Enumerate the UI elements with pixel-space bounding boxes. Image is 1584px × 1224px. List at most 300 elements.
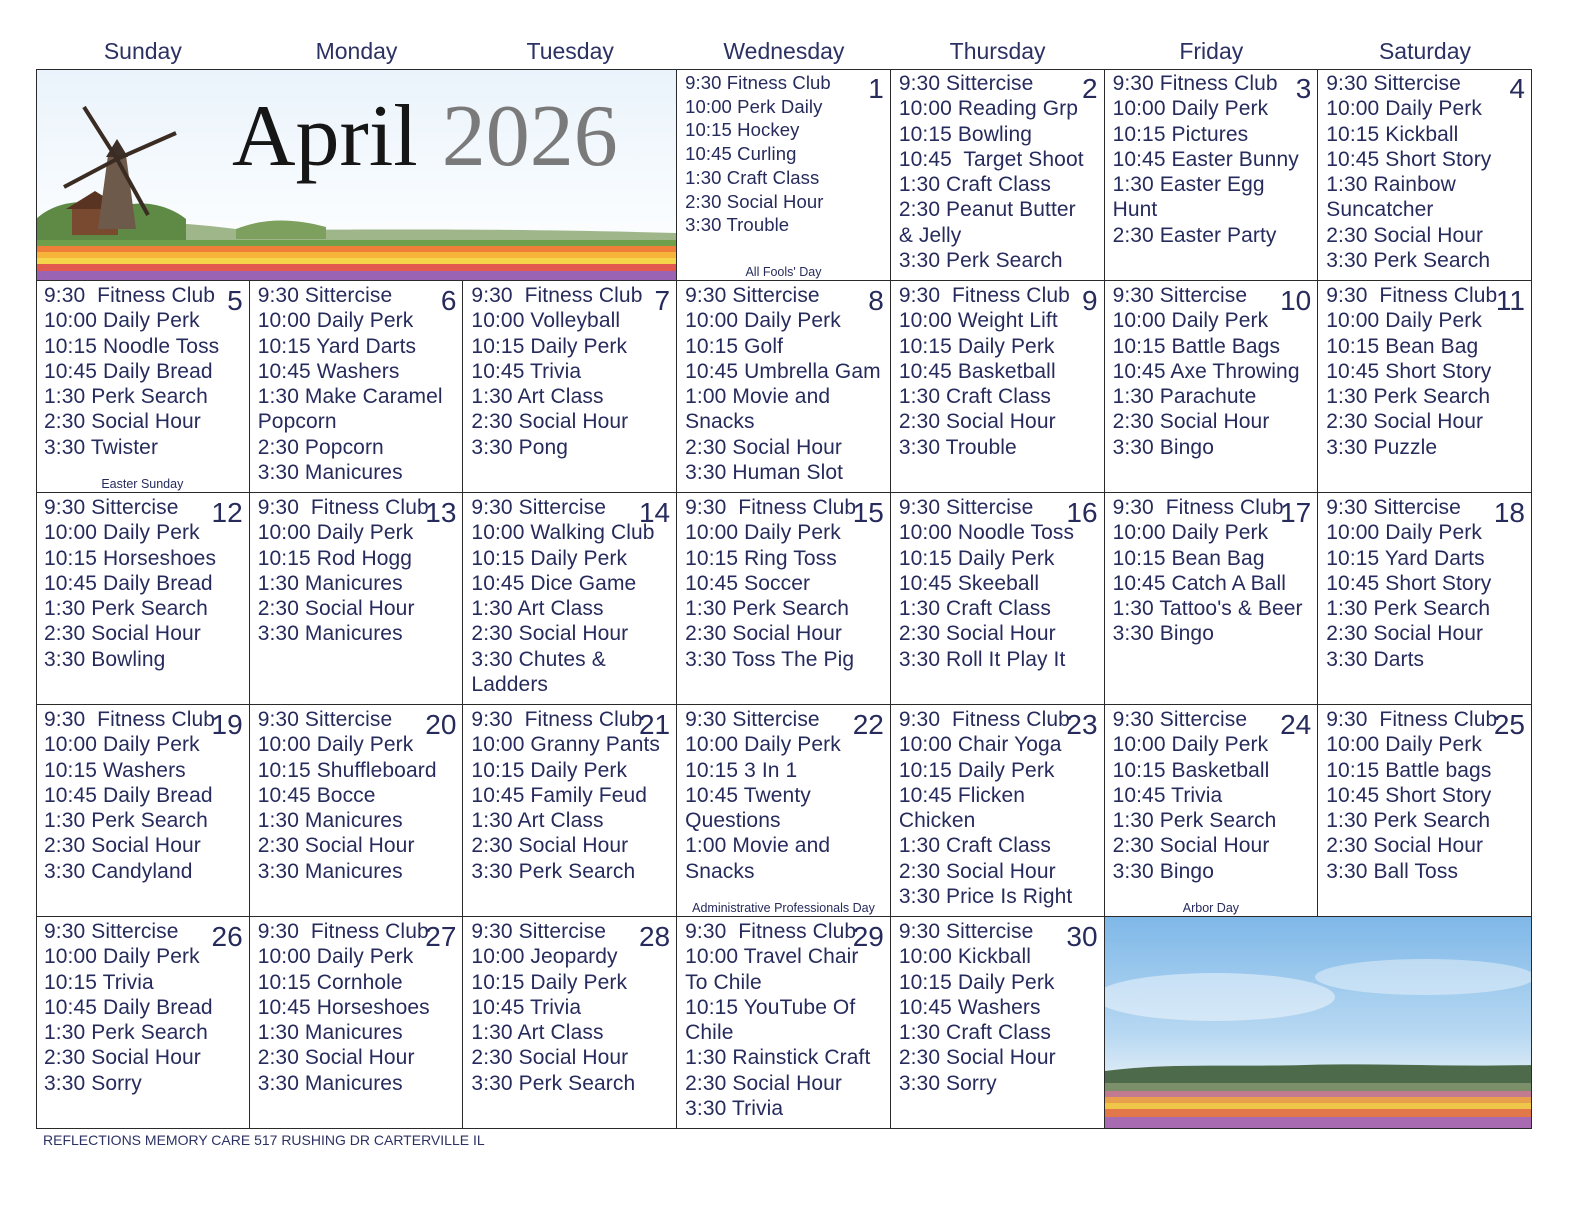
activity-list [899, 283, 1104, 460]
activity-item: 10:00 Weight Lift [898, 309, 1058, 333]
day-number: 27 [425, 921, 457, 952]
activity-list [44, 283, 249, 460]
day-number: 7 [654, 285, 671, 316]
activity-item: 10:15 Washers [44, 758, 186, 782]
activity-item: 10:00 Daily Perk [44, 945, 200, 969]
activity-item: 9:30 Sittercise [257, 284, 393, 307]
activity-item: 9:30 Sittercise [44, 496, 179, 519]
activity-item: Suncatcher [1326, 198, 1434, 222]
day-number: 17 [1280, 497, 1312, 528]
activity-item: 10:45 Short Story [1326, 571, 1492, 595]
activity-item: 9:30 Sittercise [471, 496, 606, 519]
activity-item: 2:30 Social Hour [1326, 622, 1484, 646]
activity-item: 2:30 Social Hour [257, 597, 415, 621]
activity-item: 10:15 Horseshoes [44, 546, 217, 570]
activity-item: 10:15 3 In 1 [685, 758, 798, 782]
activity-item: 9:30 Sittercise [685, 284, 820, 307]
activity-item: Snacks [685, 410, 755, 434]
activity-item: 10:15 YouTube Of [685, 995, 856, 1019]
activity-item: 9:30 Fitness Club [1326, 708, 1498, 731]
activity-item: 2:30 Social Hour [471, 834, 629, 858]
day-cell-3 [1105, 69, 1319, 281]
activity-item: 3:30 Twister [44, 435, 159, 459]
day-cell-25 [1318, 705, 1532, 917]
activity-item: 10:00 Daily Perk [257, 521, 414, 545]
activity-item: 10:45 Dice Game [471, 571, 637, 595]
activity-item: 1:30 Perk Search [44, 1021, 208, 1045]
day-cell-29 [677, 917, 891, 1129]
activity-item: 2:30 Social Hour [1112, 410, 1270, 434]
day-cell-17 [1105, 493, 1319, 705]
activity-item: 1:30 Parachute [1112, 385, 1257, 409]
activity-item: 3:30 Trouble [898, 435, 1017, 459]
activity-list [1326, 71, 1531, 273]
day-number: 6 [440, 285, 457, 316]
day-number: 11 [1495, 285, 1525, 316]
activity-item: 10:15 Hockey [685, 119, 800, 141]
activity-item: 1:00 Movie and [685, 385, 831, 409]
activity-item: 10:45 Washers [898, 995, 1041, 1019]
activity-item: 10:45 Short Story [1326, 147, 1492, 171]
activity-item: To Chile [685, 970, 762, 994]
activity-item: 10:00 Daily Perk [1112, 521, 1269, 545]
activity-item: 9:30 Sittercise [257, 708, 393, 731]
activity-item: 10:00 Daily Perk [44, 733, 200, 757]
activity-item: 9:30 Fitness Club [685, 920, 857, 943]
activity-item: 9:30 Fitness Club [257, 920, 429, 943]
day-number: 4 [1509, 73, 1525, 104]
activity-item: 10:45 Daily Bread [44, 995, 213, 1019]
activity-item: 10:00 Noodle Toss [898, 521, 1075, 545]
day-cell-2 [891, 69, 1105, 281]
activity-item: 1:30 Easter Egg [1112, 173, 1265, 197]
activity-item: 10:00 Daily Perk [1112, 97, 1269, 121]
activity-item: 2:30 Peanut Butter [898, 198, 1076, 222]
activity-item: 10:15 Kickball [1326, 122, 1459, 146]
day-number: 10 [1280, 285, 1312, 316]
activity-item: 2:30 Social Hour [471, 622, 629, 646]
day-cell-16 [891, 493, 1105, 705]
activity-item: 9:30 Sittercise [471, 920, 606, 943]
activity-item: 3:30 Perk Search [471, 1071, 636, 1095]
activity-item: 3:30 Roll It Play It [898, 647, 1066, 671]
holiday-label: Administrative Professionals Day [692, 901, 875, 915]
activity-item: 3:30 Human Slot [685, 461, 844, 485]
activity-item: 3:30 Price Is Right [898, 885, 1073, 909]
activity-item: 10:00 Daily Perk [1112, 733, 1269, 757]
activity-item: 10:45 Target Shoot [898, 147, 1084, 171]
activity-item: 10:00 Daily Perk [1326, 733, 1482, 757]
weekday-sunday: Sunday [103, 38, 182, 64]
activity-item: 1:30 Craft Class [898, 834, 1052, 858]
day-number: 9 [1081, 285, 1098, 316]
activity-item: 10:45 Twenty [685, 783, 811, 807]
weekday-saturday: Saturday [1378, 38, 1471, 64]
activity-item: 10:00 Volleyball [471, 309, 621, 333]
activity-item: 10:00 Daily Perk [44, 521, 200, 545]
activity-item: 10:00 Reading Grp [898, 97, 1078, 121]
activity-item: 1:30 Perk Search [1326, 597, 1491, 621]
activity-item: 1:30 Perk Search [1326, 385, 1491, 409]
activity-item: 1:30 Craft Class [898, 173, 1052, 197]
activity-item: Hunt [1112, 198, 1158, 222]
activity-item: 3:30 Manicures [257, 622, 403, 646]
day-number: 22 [852, 709, 884, 740]
activity-item: 3:30 Pong [471, 435, 569, 459]
day-cell-9 [891, 281, 1105, 493]
activity-item: 2:30 Social Hour [471, 1046, 629, 1070]
day-number: 3 [1295, 73, 1312, 104]
activity-item: 3:30 Bowling [44, 647, 166, 671]
activity-item: 10:45 Curling [685, 143, 797, 165]
activity-item: 9:30 Fitness Club [685, 72, 831, 93]
activity-item: 3:30 Manicures [257, 859, 403, 883]
activity-item: 3:30 Bingo [1112, 435, 1214, 459]
weekday-friday: Friday [1179, 38, 1244, 64]
activity-item: 2:30 Social Hour [685, 190, 824, 212]
activity-item: 9:30 Sittercise [898, 496, 1034, 519]
day-cell-6 [250, 281, 464, 493]
activity-item: 3:30 Manicures [257, 1071, 403, 1095]
activity-item: 2:30 Social Hour [685, 622, 842, 646]
activity-item: 10:00 Chair Yoga [898, 733, 1062, 757]
activity-item: 1:30 Manicures [257, 809, 403, 833]
day-number: 29 [852, 921, 884, 952]
day-number: 14 [638, 497, 671, 528]
activity-item: 10:15 Trivia [44, 970, 154, 994]
activity-item: 2:30 Social Hour [257, 834, 415, 858]
activity-list [471, 283, 676, 460]
activity-item: 3:30 Puzzle [1326, 435, 1438, 459]
activity-item: 10:00 Jeopardy [471, 945, 618, 969]
activity-item: 10:45 Easter Bunny [1112, 147, 1299, 171]
activity-item: 1:30 Rainbow [1326, 173, 1456, 197]
weekday-tuesday: Tuesday [526, 38, 614, 64]
activity-item: 1:30 Perk Search [44, 385, 208, 409]
activity-item: 2:30 Social Hour [685, 435, 842, 459]
activity-item: 9:30 Sittercise [1112, 284, 1248, 307]
activity-item: 10:45 Daily Bread [44, 571, 213, 595]
activity-item: 10:45 Short Story [1326, 783, 1492, 807]
activity-item: & Jelly [898, 223, 962, 247]
activity-item: 3:30 Bingo [1112, 622, 1214, 646]
activity-item: 10:00 Daily Perk [257, 309, 414, 333]
activity-item: 10:00 Perk Daily [685, 95, 823, 117]
activity-item: 2:30 Social Hour [257, 1046, 415, 1070]
activity-item: 1:30 Craft Class [898, 1021, 1052, 1045]
activity-item: 9:30 Sittercise [1326, 496, 1461, 519]
activity-item: 10:45 Family Feud [471, 783, 648, 807]
activity-item: 2:30 Social Hour [44, 1046, 201, 1070]
holiday-label: Easter Sunday [101, 477, 184, 491]
activity-item: 9:30 Sittercise [1112, 708, 1248, 731]
activity-item: 10:15 Golf [685, 334, 784, 358]
activity-item: 10:15 Daily Perk [471, 970, 628, 994]
activity-item: 9:30 Fitness Club [471, 284, 643, 307]
activity-item: 3:30 Darts [1326, 647, 1425, 671]
day-cell-24 [1105, 705, 1319, 917]
activity-item: 10:15 Daily Perk [898, 758, 1055, 782]
day-cell-5 [36, 281, 250, 493]
activity-item: 10:15 Daily Perk [898, 970, 1055, 994]
day-cell-20 [250, 705, 464, 917]
activity-item: 10:45 Short Story [1326, 359, 1492, 383]
activity-list [899, 71, 1104, 273]
day-cell-7 [463, 281, 677, 493]
month-banner [36, 69, 677, 281]
activity-item: 10:15 Bean Bag [1326, 334, 1479, 358]
activity-item: 2:30 Social Hour [898, 859, 1056, 883]
activity-item: 10:45 Trivia [1112, 783, 1223, 807]
activity-item: 10:45 Basketball [898, 359, 1056, 383]
activity-item: 10:45 Flicken [898, 783, 1026, 807]
activity-item: 3:30 Chutes & [471, 647, 606, 671]
activity-item: 10:00 Daily Perk [44, 309, 200, 333]
activity-item: Questions [685, 809, 781, 833]
activity-item: 9:30 Fitness Club [1326, 284, 1498, 307]
activity-item: 10:15 Daily Perk [898, 334, 1055, 358]
activity-item: 2:30 Easter Party [1112, 223, 1277, 247]
day-cell-13 [250, 493, 464, 705]
activity-item: 10:00 Travel Chair [685, 945, 859, 969]
activity-item: 1:30 Art Class [471, 385, 604, 409]
activity-item: 3:30 Bingo [1112, 859, 1214, 883]
day-cell-8 [677, 281, 891, 493]
activity-item: 10:00 Daily Perk [1326, 521, 1482, 545]
activity-item: 9:30 Fitness Club [471, 708, 643, 731]
activity-item: 10:45 Umbrella Gam [685, 359, 881, 383]
calendar-grid [36, 69, 1532, 1129]
activity-item: 10:15 Bowling [898, 122, 1033, 146]
day-cell-21 [463, 705, 677, 917]
activity-item: 9:30 Sittercise [898, 920, 1034, 943]
day-cell-18 [1318, 493, 1532, 705]
day-number: 28 [638, 921, 671, 952]
activity-item: 1:30 Perk Search [1326, 809, 1491, 833]
activity-item: 3:30 Trivia [685, 1097, 784, 1121]
activity-item: 9:30 Sittercise [685, 708, 820, 731]
activity-item: 9:30 Fitness Club [898, 284, 1070, 307]
activity-item: 1:30 Craft Class [898, 385, 1052, 409]
activity-item: 2:30 Social Hour [1112, 834, 1270, 858]
year-label: 2026 [441, 88, 618, 185]
activity-item: 3:30 Trouble [685, 214, 790, 236]
activity-item: 10:15 Yard Darts [1326, 546, 1485, 570]
activity-item: 1:30 Art Class [471, 597, 604, 621]
activity-item: 2:30 Social Hour [44, 622, 201, 646]
activity-item: 10:00 Daily Perk [1112, 309, 1269, 333]
activity-item: Popcorn [257, 410, 337, 434]
activity-item: 3:30 Toss The Pig [685, 647, 855, 671]
activity-item: 2:30 Popcorn [257, 435, 384, 459]
day-number: 21 [638, 709, 671, 740]
day-cell-15 [677, 493, 891, 705]
activity-item: 2:30 Social Hour [44, 410, 201, 434]
activity-item: 2:30 Social Hour [898, 1046, 1056, 1070]
activity-item: 3:30 Ball Toss [1326, 859, 1459, 883]
activity-item: 3:30 Perk Search [898, 249, 1063, 273]
activity-item: 10:00 Daily Perk [685, 733, 841, 757]
activity-item: 1:30 Craft Class [898, 597, 1052, 621]
activity-item: 1:30 Perk Search [44, 809, 208, 833]
activity-item: 9:30 Fitness Club [44, 284, 216, 307]
day-cell-4 [1318, 69, 1532, 281]
holiday-label: Arbor Day [1182, 901, 1240, 915]
day-cell-12 [36, 493, 250, 705]
activity-list [258, 283, 463, 485]
activity-item: 10:15 Cornhole [257, 970, 403, 994]
activity-item: 10:15 Daily Perk [471, 758, 628, 782]
activity-item: 1:30 Make Caramel [257, 385, 443, 409]
activity-item: 10:00 Daily Perk [257, 945, 414, 969]
activity-item: 2:30 Social Hour [44, 834, 201, 858]
activity-item: 10:45 Washers [257, 359, 400, 383]
day-cell-14 [463, 493, 677, 705]
activity-item: 10:45 Horseshoes [257, 995, 430, 1019]
day-cell-30 [891, 917, 1105, 1129]
activity-item: 10:45 Axe Throwing [1112, 359, 1300, 383]
activity-item: 10:15 Bean Bag [1112, 546, 1265, 570]
activity-item: 1:30 Art Class [471, 1021, 604, 1045]
activity-item: 10:45 Trivia [471, 995, 582, 1019]
activity-item: 10:15 Battle Bags [1112, 334, 1281, 358]
activity-item: 9:30 Fitness Club [685, 496, 857, 519]
activity-item: 9:30 Fitness Club [1112, 496, 1284, 519]
activity-item: 3:30 Sorry [44, 1071, 142, 1095]
holiday-label: All Fools' Day [745, 265, 822, 279]
activity-item: 9:30 Fitness Club [1112, 72, 1278, 95]
activity-item: 2:30 Social Hour [685, 1071, 842, 1095]
activity-item: 10:00 Granny Pants [471, 733, 661, 757]
weekday-header-row [36, 34, 1532, 68]
day-number: 12 [211, 497, 243, 528]
facility-address: REFLECTIONS MEMORY CARE 517 RUSHING DR CARTERVILLE IL [43, 1132, 485, 1148]
activity-item: 10:15 Pictures [1112, 122, 1249, 146]
activity-item: 9:30 Fitness Club [44, 708, 216, 731]
day-cell-1 [677, 69, 891, 281]
activity-item: 1:30 Perk Search [1112, 809, 1277, 833]
activity-item: 2:30 Social Hour [898, 410, 1056, 434]
activity-item: 10:00 Kickball [898, 945, 1031, 969]
activity-item: 9:30 Sittercise [44, 920, 179, 943]
activity-item: 1:00 Movie and [685, 834, 831, 858]
activity-item: 10:15 Noodle Toss [44, 334, 220, 358]
activity-item: 3:30 Perk Search [471, 859, 636, 883]
activity-item: 10:45 Daily Bread [44, 783, 213, 807]
activity-item: 10:00 Daily Perk [685, 309, 841, 333]
tulip-field-corner-image [1105, 917, 1532, 1129]
day-number: 20 [425, 709, 457, 740]
activity-item: 9:30 Fitness Club [257, 496, 429, 519]
activity-item: 1:30 Manicures [257, 571, 403, 595]
day-cell-28 [463, 917, 677, 1129]
activity-item: 3:30 Manicures [257, 461, 403, 485]
activity-item: 2:30 Social Hour [471, 410, 629, 434]
activity-item: 2:30 Social Hour [1326, 223, 1484, 247]
day-number: 15 [852, 497, 884, 528]
activity-item: 10:00 Daily Perk [1326, 309, 1482, 333]
day-number: 24 [1280, 709, 1312, 740]
day-cell-11 [1318, 281, 1532, 493]
activity-item: 9:30 Fitness Club [898, 708, 1070, 731]
activity-item: 10:00 Daily Perk [1326, 97, 1482, 121]
activity-item: Chicken [898, 809, 976, 833]
activity-item: 10:15 Battle bags [1326, 758, 1492, 782]
day-cell-10 [1105, 281, 1319, 493]
day-number: 8 [868, 285, 884, 316]
activity-item: 1:30 Art Class [471, 809, 604, 833]
activity-item: 10:00 Walking Club [471, 521, 655, 545]
activity-item: 1:30 Perk Search [44, 597, 208, 621]
activity-item: 1:30 Tattoo's & Beer [1112, 597, 1303, 621]
day-number: 30 [1066, 921, 1098, 952]
activity-list [1113, 71, 1318, 248]
activity-item: Chile [685, 1021, 734, 1045]
month-name: April [232, 88, 418, 185]
activity-item: 2:30 Social Hour [898, 622, 1056, 646]
activity-item: 10:45 Daily Bread [44, 359, 213, 383]
activity-item: Snacks [685, 859, 755, 883]
day-number: 18 [1493, 497, 1525, 528]
activity-item: 10:45 Trivia [471, 359, 582, 383]
activity-item: 3:30 Candyland [44, 859, 193, 883]
day-number: 16 [1066, 497, 1098, 528]
day-number: 26 [211, 921, 243, 952]
activity-list [685, 283, 890, 485]
activity-item: 10:15 Yard Darts [257, 334, 417, 358]
activity-item: 10:15 Basketball [1112, 758, 1270, 782]
activity-list [685, 71, 890, 237]
activity-item: 10:15 Daily Perk [898, 546, 1055, 570]
activity-item: 10:45 Catch A Ball [1112, 571, 1286, 595]
day-number: 2 [1081, 73, 1098, 104]
weekday-thursday: Thursday [949, 38, 1046, 64]
activity-item: 10:15 Ring Toss [685, 546, 837, 570]
day-number: 5 [227, 285, 243, 316]
activity-item: 3:30 Perk Search [1326, 249, 1491, 273]
weekday-monday: Monday [315, 38, 398, 64]
activity-item: 1:30 Craft Class [685, 166, 820, 188]
day-cell-26 [36, 917, 250, 1129]
activity-item: 1:30 Manicures [257, 1021, 403, 1045]
activity-item: 9:30 Sittercise [1326, 72, 1461, 95]
day-cell-19 [36, 705, 250, 917]
day-number: 25 [1493, 709, 1525, 740]
day-cell-22 [677, 705, 891, 917]
activity-item: 10:15 Rod Hogg [257, 546, 413, 570]
activity-item: 10:15 Daily Perk [471, 546, 628, 570]
activity-item: 3:30 Sorry [898, 1071, 997, 1095]
activity-item: 10:15 Daily Perk [471, 334, 628, 358]
day-number: 19 [211, 709, 243, 740]
activity-item: Ladders [471, 673, 549, 697]
day-number: 13 [425, 497, 457, 528]
day-cell-27 [250, 917, 464, 1129]
day-number: 1 [868, 73, 884, 104]
weekday-wednesday: Wednesday [723, 38, 845, 64]
activity-item: 2:30 Social Hour [1326, 410, 1484, 434]
activity-item: 10:45 Soccer [685, 571, 811, 595]
activity-item: 10:45 Bocce [257, 783, 376, 807]
month-title [232, 87, 618, 187]
activity-item: 10:15 Shuffleboard [257, 758, 437, 782]
day-cell-23 [891, 705, 1105, 917]
activity-item: 10:00 Daily Perk [685, 521, 841, 545]
activity-item: 1:30 Perk Search [685, 597, 849, 621]
activity-item: 10:00 Daily Perk [257, 733, 414, 757]
day-number: 23 [1066, 709, 1098, 740]
activity-item: 2:30 Social Hour [1326, 834, 1484, 858]
